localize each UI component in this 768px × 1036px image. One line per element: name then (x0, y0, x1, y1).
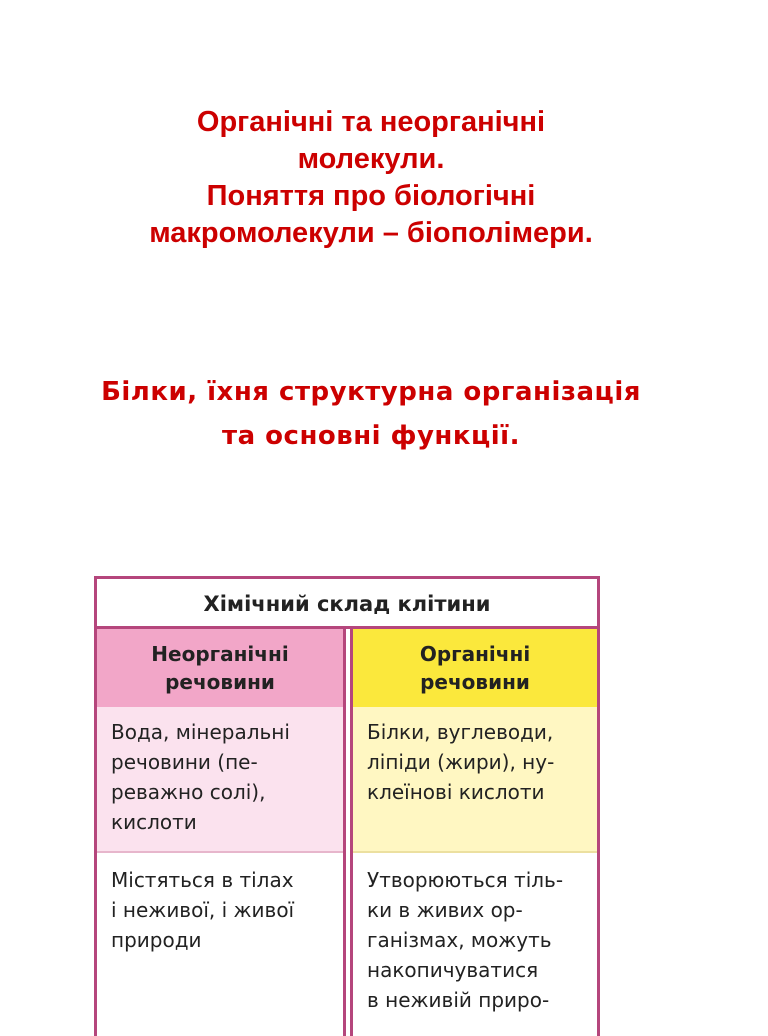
main-title-line-3: Поняття про біологічні (206, 180, 536, 212)
organic-substances-text: Білки, вуглеводи, ліпіди (жири), ну- клеїнові кислоти (367, 720, 555, 804)
organic-column (353, 629, 597, 1036)
inorganic-occurrence-text: Містяться в тілах і неживої, і живої природи (111, 868, 295, 952)
organic-header (353, 629, 597, 707)
inorganic-substances-text: Вода, мінеральні речовини (пе- реважно солі), кислоти (111, 720, 290, 834)
organic-occurrence-cell (353, 853, 597, 1015)
main-title-line-4: макромолекули – біополімери. (149, 217, 593, 249)
inorganic-substances-cell (97, 707, 343, 851)
inorganic-column (97, 629, 343, 1036)
organic-header-text: Органічні речовини (419, 642, 531, 694)
subtitle-line-1: Білки, їхня структурна організація (101, 377, 641, 407)
organic-occurrence-text: Утворюються тіль- ки в живих ор- ганізмах, можуть накопичуватися в неживій приро- (367, 868, 564, 1012)
main-title-line-2: молекули. (297, 143, 445, 175)
table-title: Хімічний склад клітини (97, 579, 597, 629)
main-title-line-1: Органічні та неорганічні (196, 106, 546, 138)
inorganic-header-text: Неорганічні речовини (151, 642, 289, 694)
organic-substances-cell (353, 707, 597, 851)
subtitle-line-2: та основні функції. (222, 421, 520, 451)
inorganic-header (97, 629, 343, 707)
column-divider-left (343, 629, 346, 1036)
main-title (0, 104, 742, 252)
inorganic-occurrence-cell (97, 853, 343, 955)
cell-composition-table (94, 576, 600, 1036)
subtitle (0, 370, 742, 458)
